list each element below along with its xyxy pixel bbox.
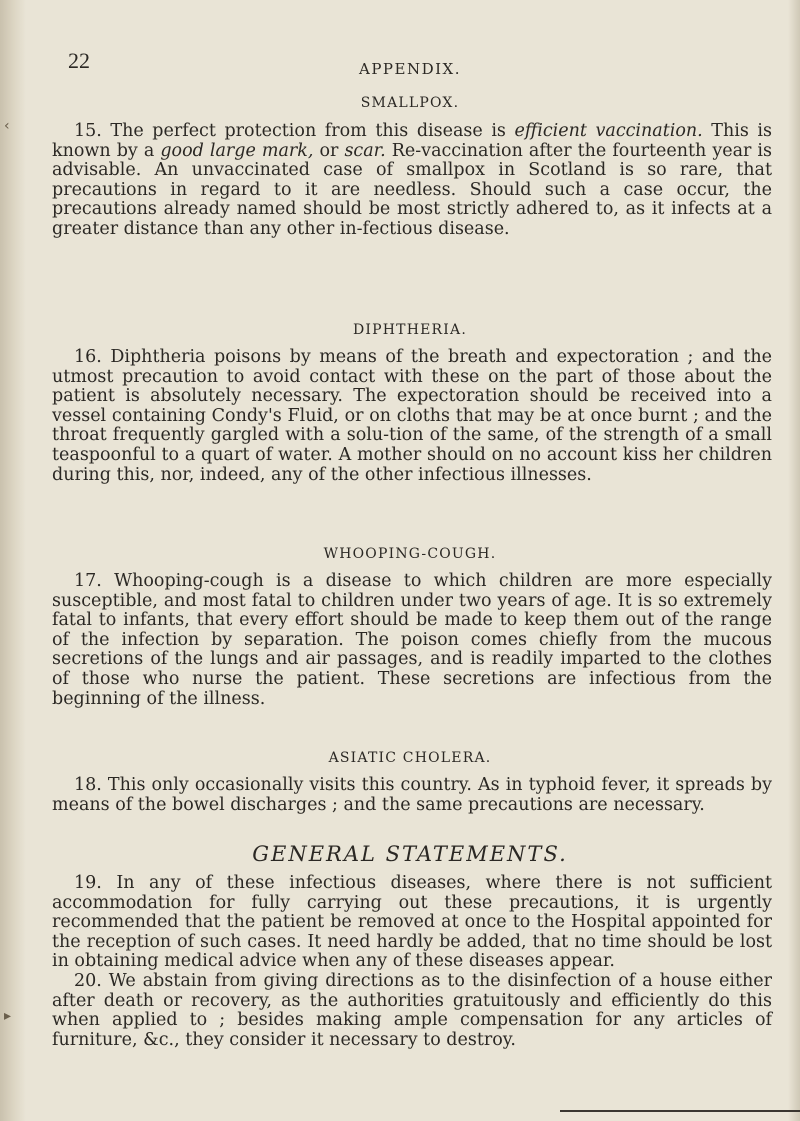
margin-mark: ▸ [4, 1008, 12, 1024]
binding-edge [0, 0, 26, 1121]
paragraph-20: 20. We abstain from giving directions as to the disinfection of a house either after death or recovery, as the authorities gratuitously and efficiently do this when applied to ; besides making ample compensation for any articles of furniture, &c., they consider it necessary to destroy. [52, 971, 772, 1050]
heading-asiatic-cholera: ASIATIC CHOLERA. [328, 750, 492, 766]
page-number: 22 [68, 48, 90, 73]
page-edge [788, 0, 800, 1121]
bottom-rule [560, 1110, 800, 1112]
heading-whooping-cough: WHOOPING-COUGH. [323, 546, 497, 562]
p15-emphasis-mark: good large mark, [160, 140, 314, 161]
p15-mid2: or [313, 140, 345, 161]
p15-mid1: This is known by a [52, 121, 772, 161]
running-head: APPENDIX. [359, 60, 461, 78]
paragraph-17: 17. Whooping-cough is a disease to which children are more especially susceptible, and most fatal to children under two years of age. It is so extremely fatal to infants, that every effort should be made to keep them out of the range of the infection by separation. The poison comes chiefly from the mucous secretions of the lungs and air passages, and is readily imparted to the clothes of those who nurse the patient. These secretions are infectious from the beginning of the illness. [52, 571, 772, 709]
p15-emphasis-scar: scar. [344, 140, 386, 161]
p15-lead: 15. The perfect protection from this disease is [74, 121, 515, 141]
margin-mark: ‹ [4, 118, 10, 134]
heading-smallpox: SMALLPOX. [360, 95, 460, 111]
paragraph-18: 18. This only occasionally visits this country. As in typhoid fever, it spreads by means of the bowel discharges ; and the same precautions are necessary. [52, 775, 772, 815]
paragraph-15 [52, 122, 772, 240]
p15-emphasis-vaccination: efficient vaccination. [514, 121, 703, 141]
p15-tail: Re-vaccination after the fourteenth year is advisable. An unvaccinated case of smallpox in Scotland is so rare, that precautions in regard to it are needless. Should such a case occur, the precautions already named should be most strictly adhered to, as it infects at a greater distance than any other in-fectious disease. [52, 140, 773, 239]
paragraph-16: 16. Diphtheria poisons by means of the breath and expectoration ; and the utmost precaution to avoid contact with these on the part of those about the patient is absolutely necessary. The expectoration should be received into a vessel containing Condy's Fluid, or on cloths that may be at once burnt ; and the throat frequently gargled with a solu-tion of the same, of the strength of a small teaspoonful to a quart of water. A mother should on no account kiss her children during this, nor, indeed, any of the other infectious illnesses. [52, 347, 772, 485]
heading-diphtheria: DIPHTHERIA. [353, 322, 467, 338]
paragraph-19: 19. In any of these infectious diseases, where there is not sufficient accommodation for fully carrying out these precautions, it is urgently recommended that the patient be removed at once to the Hospital appointed for the reception of such cases. It need hardly be added, that no time should be lost in obtaining medical advice when any of these diseases appear. [52, 873, 772, 972]
heading-general-statements: GENERAL STATEMENTS. [252, 842, 568, 866]
